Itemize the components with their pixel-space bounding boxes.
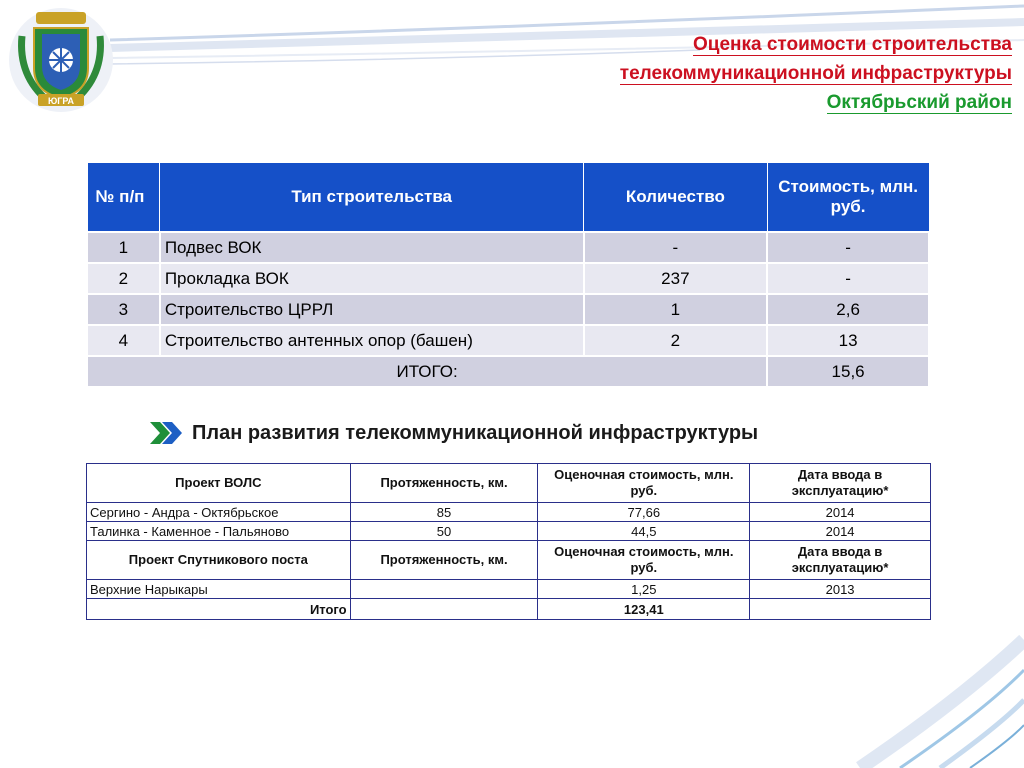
row-quantity: 237 (584, 263, 768, 294)
title-line-2: телекоммуникационной инфраструктуры (619, 63, 1012, 84)
column-header-quantity: Количество (584, 163, 768, 233)
row-number: 4 (87, 325, 160, 356)
emblem-label: ЮГРА (47, 96, 75, 106)
title-line-1: Оценка стоимости строительства (692, 34, 1012, 55)
total-value: 15,6 (767, 356, 929, 387)
section-heading (148, 419, 758, 447)
row-quantity: 1 (584, 294, 768, 325)
column-header-number: № п/п (87, 163, 160, 233)
column-header-cost: Оценочная стоимость, млн. руб. (538, 541, 750, 580)
column-header-cost: Стоимость, млн. руб. (767, 163, 929, 233)
coat-of-arms-icon (8, 6, 114, 114)
total-row (87, 356, 929, 387)
row-type: Строительство ЦРРЛ (160, 294, 584, 325)
project-cost: 44,5 (538, 522, 750, 541)
project-length: 85 (350, 503, 538, 522)
project-date: 2014 (750, 503, 931, 522)
row-quantity: - (584, 232, 768, 263)
project-date: 2014 (750, 522, 931, 541)
row-type: Строительство антенных опор (башен) (160, 325, 584, 356)
table-row (87, 263, 929, 294)
total-value: 123,41 (538, 599, 750, 620)
row-number: 3 (87, 294, 160, 325)
table-header (87, 464, 931, 503)
project-length: 50 (350, 522, 538, 541)
total-label: Итого (87, 599, 351, 620)
row-cost: - (767, 232, 929, 263)
double-chevron-icon (148, 419, 186, 447)
page-title (620, 30, 1012, 117)
project-name: Сергино - Андра - Октябрьское (87, 503, 351, 522)
table-row (87, 580, 931, 599)
column-header-date: Дата ввода в эксплуатацию* (750, 541, 931, 580)
column-header-length: Протяженность, км. (350, 464, 538, 503)
row-type: Подвес ВОК (160, 232, 584, 263)
project-cost: 77,66 (538, 503, 750, 522)
column-header-length: Протяженность, км. (350, 541, 538, 580)
table-row (87, 503, 931, 522)
row-cost: 13 (767, 325, 929, 356)
column-header-type: Тип строительства (160, 163, 584, 233)
project-name: Талинка - Каменное - Пальяново (87, 522, 351, 541)
table-row (87, 325, 929, 356)
table-row (87, 232, 929, 263)
infrastructure-plan-table (86, 463, 931, 620)
row-cost: 2,6 (767, 294, 929, 325)
project-length (350, 580, 538, 599)
row-quantity: 2 (584, 325, 768, 356)
project-name: Верхние Нарыкары (87, 580, 351, 599)
row-type: Прокладка ВОК (160, 263, 584, 294)
total-label: ИТОГО: (87, 356, 767, 387)
column-header-satellite-project: Проект Спутникового поста (87, 541, 351, 580)
project-cost: 1,25 (538, 580, 750, 599)
construction-cost-table (86, 162, 930, 388)
title-district: Октябрьский район (826, 92, 1012, 113)
column-header-cost: Оценочная стоимость, млн. руб. (538, 464, 750, 503)
table-subheader (87, 541, 931, 580)
table-header (87, 163, 929, 233)
table-row (87, 294, 929, 325)
column-header-project: Проект ВОЛС (87, 464, 351, 503)
column-header-date: Дата ввода в эксплуатацию* (750, 464, 931, 503)
table-row (87, 522, 931, 541)
row-cost: - (767, 263, 929, 294)
total-empty-cell (750, 599, 931, 620)
total-empty-cell (350, 599, 538, 620)
project-date: 2013 (750, 580, 931, 599)
section-title: План развития телекоммуникационной инфраструктуры (192, 421, 759, 444)
row-number: 2 (87, 263, 160, 294)
total-row (87, 599, 931, 620)
row-number: 1 (87, 232, 160, 263)
